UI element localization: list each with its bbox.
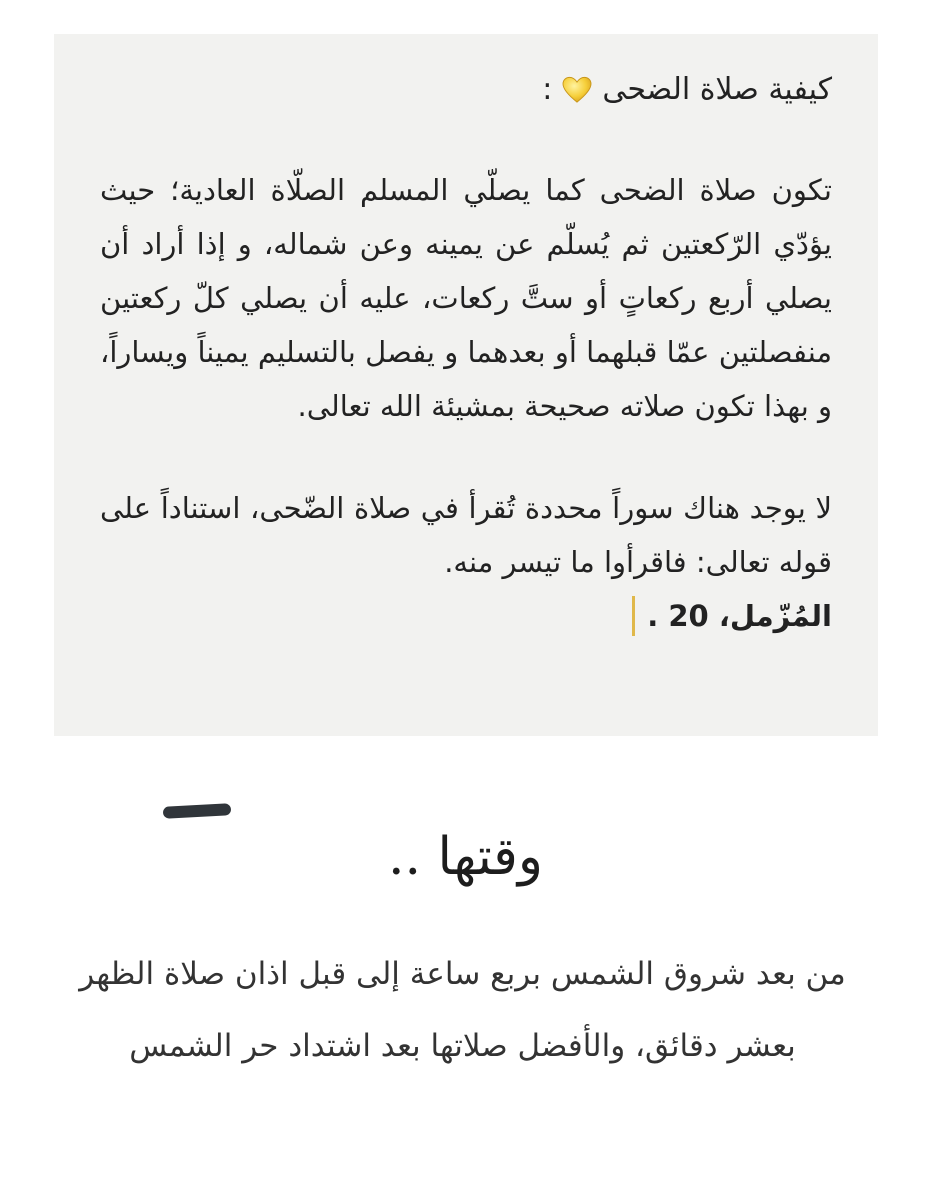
yellow-heart-icon <box>562 76 592 104</box>
text-cursor <box>632 596 635 636</box>
note-title-row <box>100 72 832 108</box>
note-title: كيفية صلاة الضحى <box>602 72 832 107</box>
quran-reference-line <box>100 589 832 643</box>
section-heading: وقتها .. <box>387 827 544 887</box>
note-card <box>54 34 878 736</box>
time-paragraph: من بعد شروق الشمس بربع ساعة إلى قبل اذان صلاة الظهر بعشر دقائق، والأفضل صلاتها بعد اشتداد حر الشمس <box>79 956 846 1064</box>
dash-mark <box>163 803 232 819</box>
quran-reference: المُزّمل، 20 . <box>647 599 832 633</box>
note-paragraph-surahs: لا يوجد هناك سوراً محددة تُقرأ في صلاة الضّحى، استناداً على قوله تعالى: فاقرأوا ما تيسر منه. <box>100 491 832 579</box>
note-paragraph-method: تكون صلاة الضحى كما يصلّي المسلم الصلّاة العادية؛ حيث يؤدّي الرّكعتين ثم يُسلّم عن يمينه وعن شماله، و إذا أراد أن يصلي أربع ركعاتٍ أو ستَّ ركعات، عليه أن يصلي كلّ ركعتين منفصلتين عمّا قبلهما أو بعدهما و يفصل بالتسليم يميناً ويساراً، و بهذا تكون صلاته صحيحة بمشيئة الله تعالى. <box>100 173 832 423</box>
note-title-colon: : <box>542 72 553 107</box>
